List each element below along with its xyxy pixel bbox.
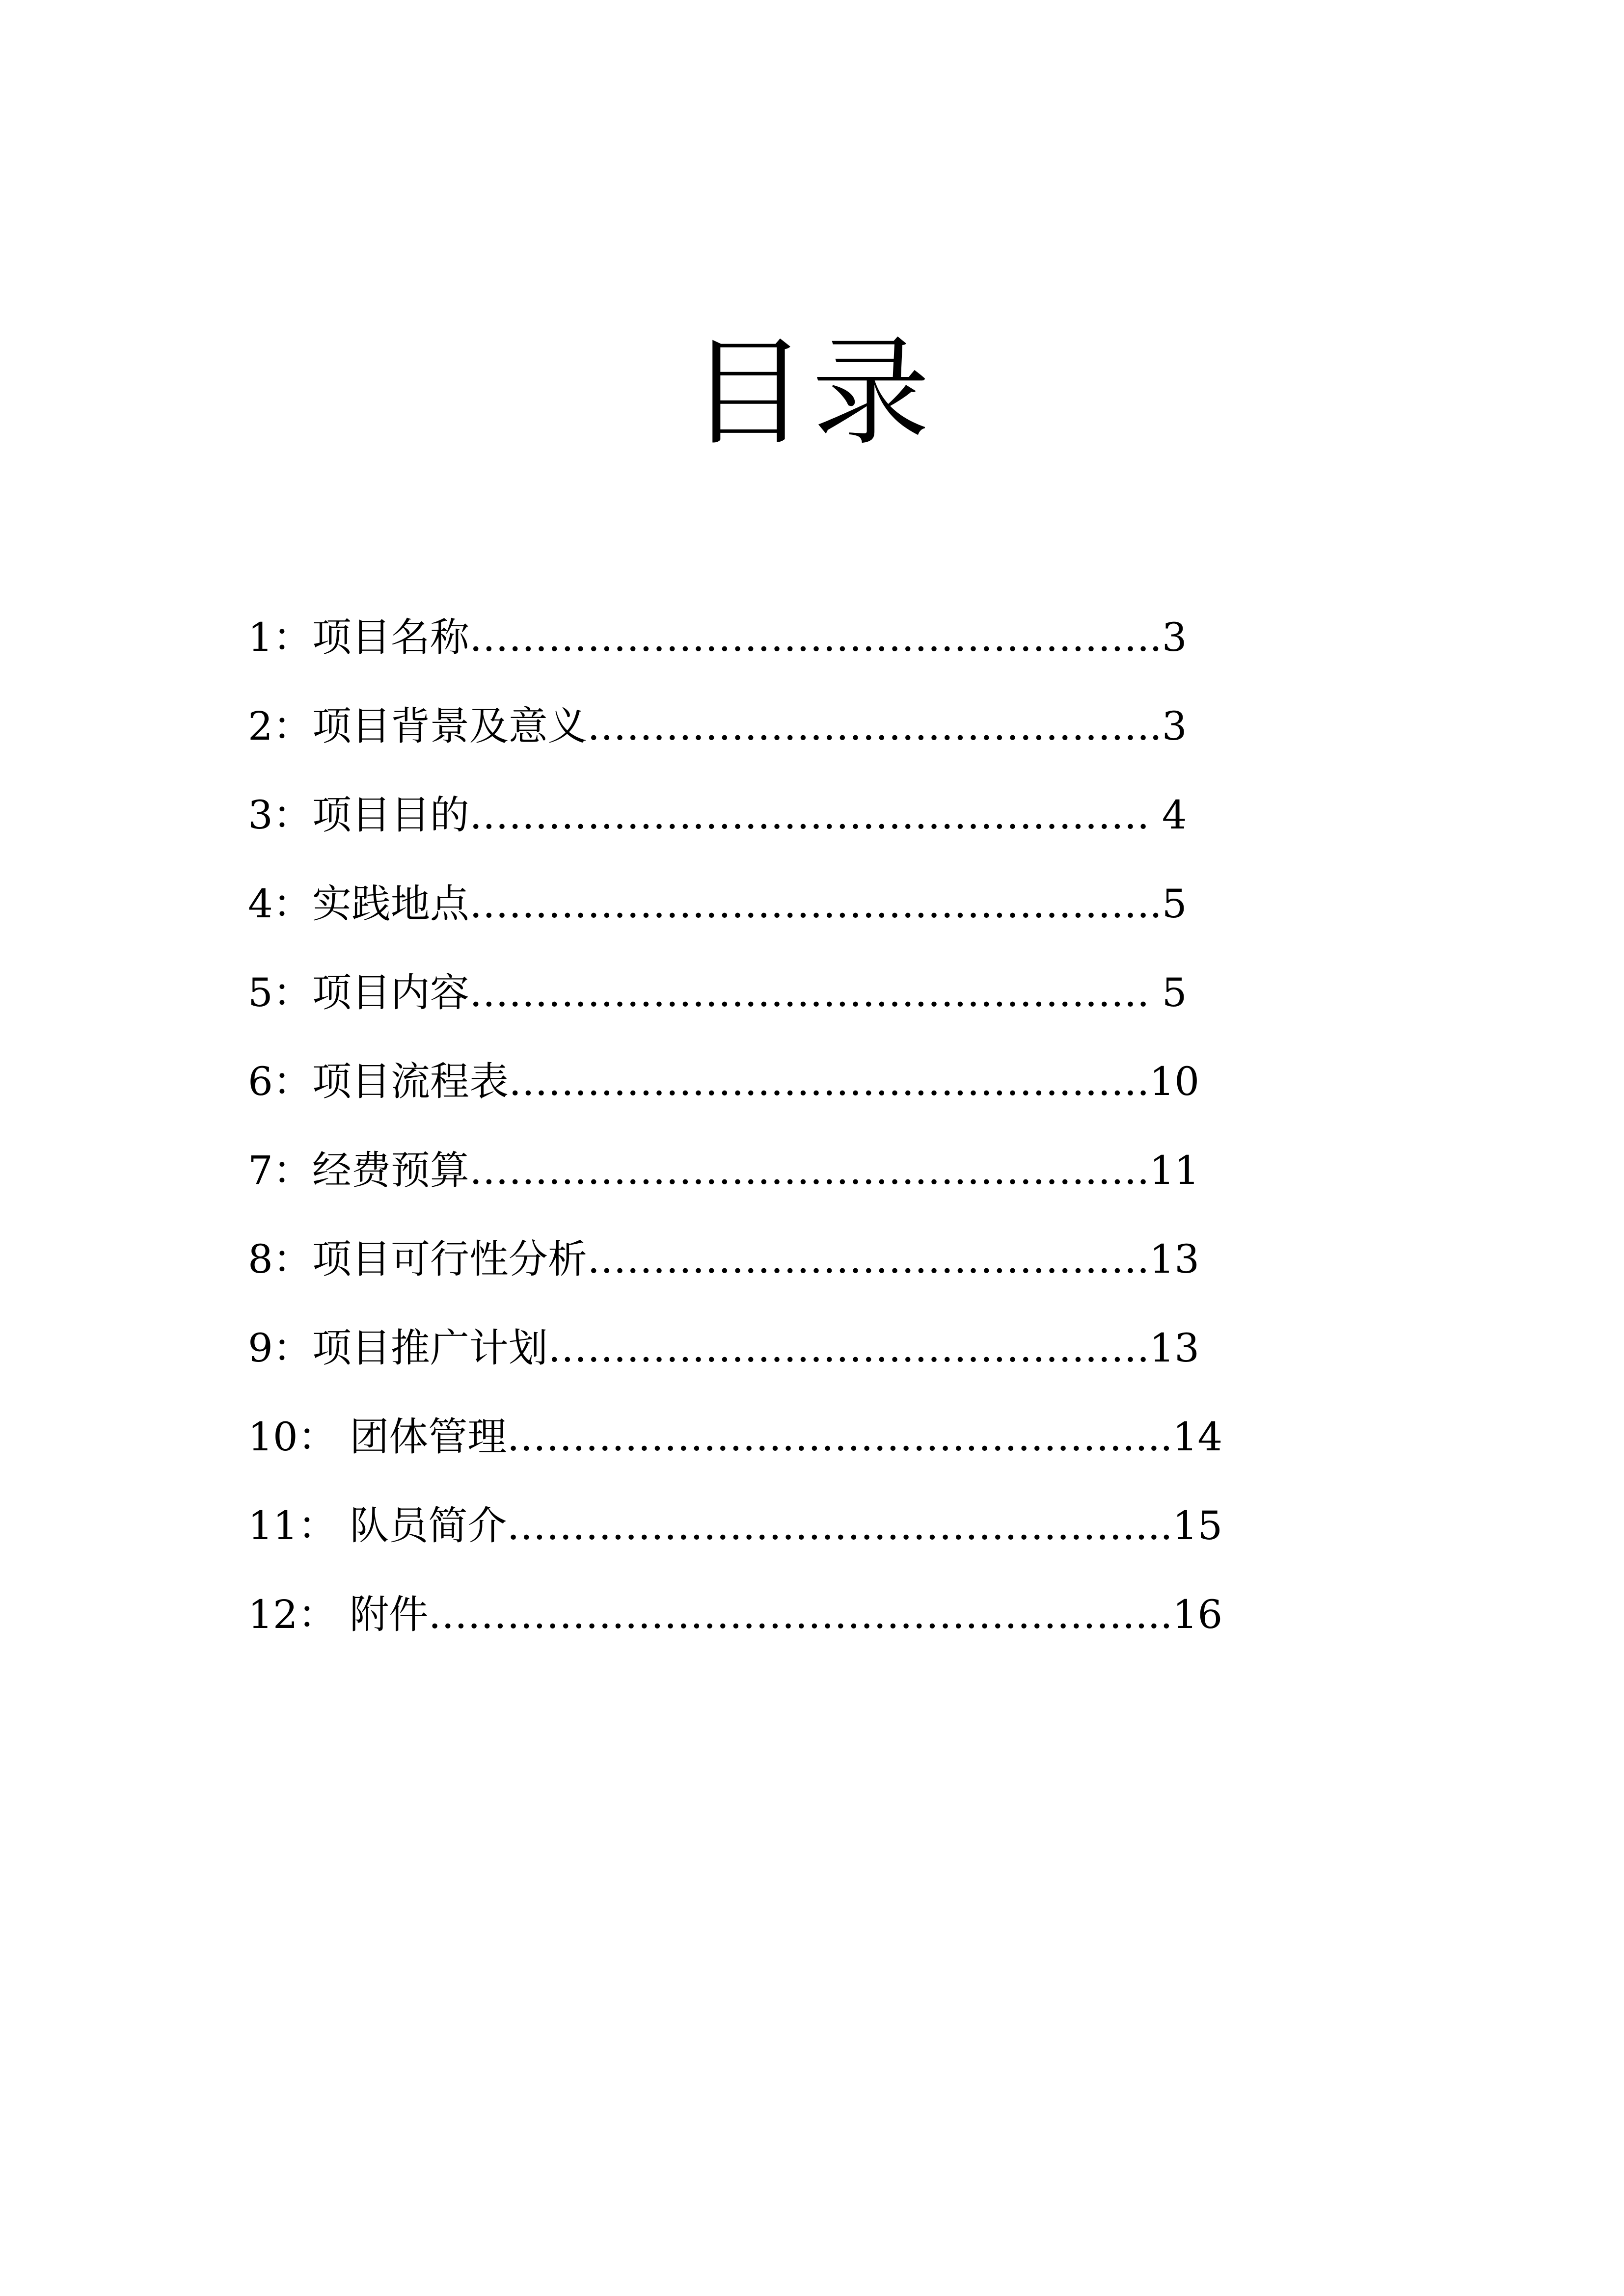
toc-entry-text: 5：项目内容……………………………………………. 5 [248,970,1187,1015]
toc-entry-2[interactable] [248,673,1303,762]
toc-entry-5[interactable] [248,939,1303,1028]
toc-entry-text: 3：项目目的……………………………………………. 4 [248,792,1187,838]
toc-entry-3[interactable] [248,762,1303,851]
toc-entry-7[interactable] [248,1117,1303,1206]
toc-entry-12[interactable] [248,1561,1303,1650]
toc-entry-text: 12： 附件………………………………………………...16 [248,1592,1223,1637]
toc-entry-text: 10： 团体管理…………………………………………...14 [248,1414,1223,1460]
page-title: 目录 [689,324,935,461]
toc-entry-6[interactable] [248,1028,1303,1117]
toc-entry-1[interactable] [248,584,1303,673]
toc-entry-8[interactable] [248,1206,1303,1295]
toc-entry-text: 8：项目可行性分析…………………………………….13 [248,1236,1200,1282]
toc-entry-4[interactable] [248,851,1303,939]
toc-entry-text: 6：项目流程表………………………………………….10 [248,1059,1200,1104]
toc-entry-text: 4：实践地点……………………………………………..5 [248,881,1187,927]
toc-entry-text: 7：经费预算…………………………………………….11 [248,1148,1200,1193]
toc-entry-text: 9：项目推广计划……………………………………….13 [248,1325,1200,1371]
toc-entry-text: 11： 队员简介…………………………………………...15 [248,1503,1223,1548]
toc-entry-text: 1：项目名称……………………………………………..3 [248,614,1187,660]
toc-entry-9[interactable] [248,1295,1303,1384]
table-of-contents [248,584,1303,1650]
toc-entry-10[interactable] [248,1384,1303,1472]
toc-entry-text: 2：项目背景及意义……………………………………..3 [248,703,1187,749]
toc-entry-11[interactable] [248,1472,1303,1561]
